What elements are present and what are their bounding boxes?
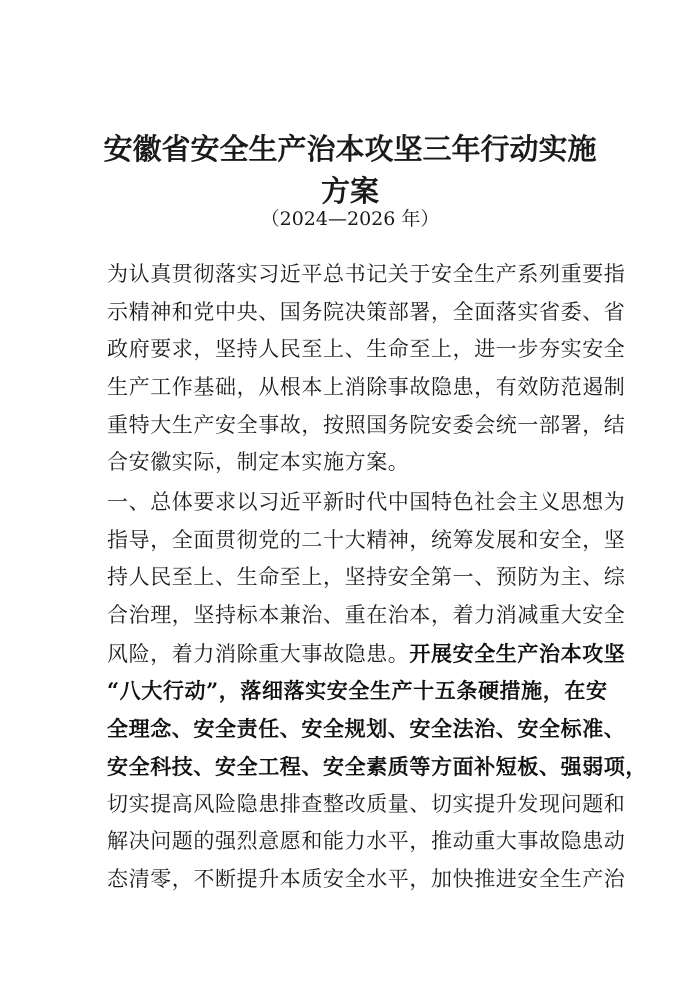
text-line-bold: “八大行动”，落细落实安全生产十五条硬措施，在安 <box>107 678 608 704</box>
document-title <box>90 128 610 212</box>
text-line-mixed <box>107 635 626 673</box>
text-line: 指导，全面贯彻党的二十大精神，统筹发展和安全，坚 <box>107 527 626 552</box>
document-subtitle: （2024—2026 年） <box>260 208 440 230</box>
text-line: 切实提高风险隐患排查整改质量、切实提升发现问题和 <box>107 791 626 816</box>
text-normal: 风险，着力消除重大事故隐患。 <box>107 641 410 666</box>
text-line: 解决问题的强烈意愿和能力水平，推动重大事故隐患动 <box>107 829 626 854</box>
text-line: 态清零，不断提升本质安全水平，加快推进安全生产治 <box>107 866 626 891</box>
text-line: 合安徽实际，制定本实施方案。 <box>107 450 410 475</box>
text-line-bold: 全理念、安全责任、安全规划、安全法治、安全标准、 <box>107 716 626 742</box>
text-line: 生产工作基础，从根本上消除事故隐患，有效防范遏制 <box>107 375 626 400</box>
title-line-1: 安徽省安全生产治本攻坚三年行动实施 <box>103 132 597 166</box>
text-line: 持人民至上、生命至上，坚持安全第一、预防为主、综 <box>107 565 626 590</box>
text-line: 合治理，坚持标本兼治、重在治本，着力消减重大安全 <box>107 603 626 628</box>
text-line: 政府要求，坚持人民至上、生命至上，进一步夯实安全 <box>107 337 626 362</box>
text-line: 重特大生产安全事故，按照国务院安委会统一部署，结 <box>107 412 626 437</box>
text-line: 为认真贯彻落实习近平总书记关于安全生产系列重要指 <box>107 262 626 286</box>
text-line: 一、总体要求以习近平新时代中国特色社会主义思想为 <box>107 490 626 514</box>
title-line-2: 方案 <box>320 174 379 208</box>
text-line: 示精神和党中央、国务院决策部署，全面落实省委、省 <box>107 299 626 324</box>
paragraph-general-requirements <box>107 484 647 899</box>
text-bold: 开展安全生产治本攻坚 <box>409 640 626 666</box>
paragraph-intro <box>107 256 626 482</box>
text-line-bold: 安全科技、安全工程、安全素质等方面补短板、强弱项， <box>107 753 647 779</box>
